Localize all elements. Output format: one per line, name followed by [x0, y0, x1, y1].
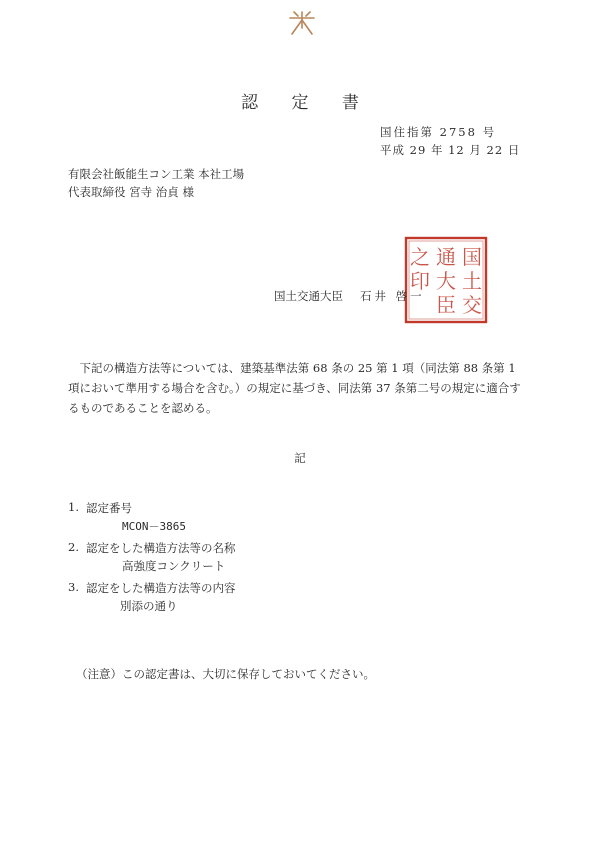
svg-text:国: 国: [462, 245, 482, 269]
item-label-method-name: 認定をした構造方法等の名称: [86, 541, 236, 555]
svg-text:印: 印: [410, 269, 430, 293]
item-value-method-name: 高強度コンクリート: [122, 559, 226, 573]
svg-text:通: 通: [436, 245, 456, 269]
ki-heading: 記: [294, 451, 306, 465]
svg-text:大: 大: [436, 269, 456, 293]
issuer-title: 国土交通大臣: [274, 289, 343, 303]
item-label-method-content: 認定をした構造方法等の内容: [86, 581, 236, 595]
issuer-name: 石井 啓一: [360, 289, 425, 303]
svg-text:臣: 臣: [436, 293, 456, 317]
recipient-company: 有限会社飯能生コン工業 本社工場: [68, 167, 245, 181]
document-number: 国住指第 2758 号: [380, 125, 497, 139]
official-seal-icon: [404, 236, 488, 324]
item-number: 3.: [68, 580, 79, 594]
item-value-certification-number: MCON－3865: [122, 520, 186, 533]
document-title: 認 定 書: [241, 93, 373, 113]
svg-text:之: 之: [410, 245, 430, 269]
recipient-name: 代表取締役 宮寺 治貞 様: [68, 185, 194, 199]
item-label-certification-number: 認定番号: [86, 501, 132, 515]
svg-text:土: 土: [462, 269, 482, 293]
certification-body-text: 下記の構造方法等については、建築基準法第 68 条の 25 第 1 項（同法第 88 条第 1 項において準用する場合を含む。）の規定に基づき、同法第 37 条第二号の規定に適合するものであることを認める。: [68, 361, 521, 415]
caution-note: （注意）この認定書は、大切に保存しておいてください。: [76, 667, 375, 681]
government-emblem-icon: [284, 8, 320, 40]
document-date: 平成 29 年 12 月 22 日: [380, 143, 521, 157]
item-value-method-content: 別添の通り: [120, 599, 178, 613]
svg-text:交: 交: [462, 293, 482, 317]
item-number: 2.: [68, 540, 79, 554]
item-number: 1.: [68, 500, 79, 514]
